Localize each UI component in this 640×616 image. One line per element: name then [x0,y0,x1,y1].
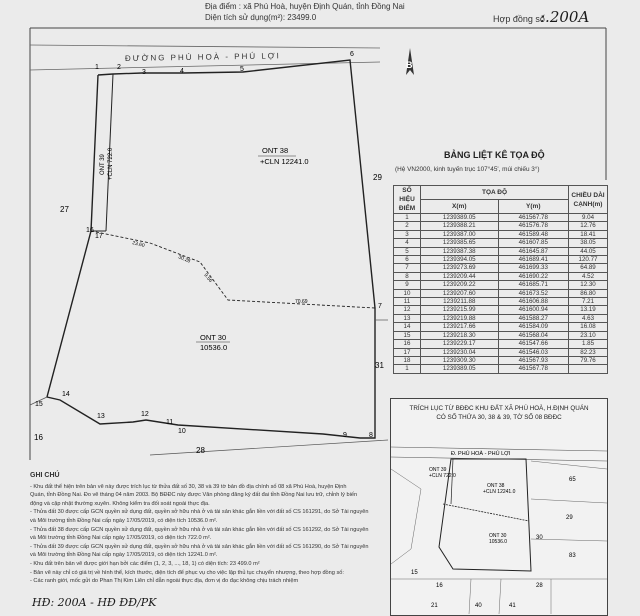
cell-length: 64.89 [569,264,608,272]
note-line: Quán, tỉnh Đồng Nai. Đo vẽ tháng 04 năm 2003. Bộ BĐĐC này được Văn phòng đăng ký đất đai tỉnh Đồng Nai lưu trữ, chỉnh lý biến [30,492,358,499]
cell-x: 1239207.60 [421,289,499,297]
table-row [394,281,608,289]
note-line: - Khu đất thể hiện trên bản vẽ này được trích lục từ thửa đất số 30, 38 và 39 tờ bản đồ địa chính số 08 xã Phú Hoà, huyện Định [30,483,347,490]
point-label: 14 [62,391,70,398]
road-edge-top [30,45,380,48]
area-line: Diện tích sử dụng(m²): 23499.0 [205,13,317,22]
cell-y: 461567.93 [498,356,568,364]
cell-x: 1239209.22 [421,281,499,289]
cell-x: 1239218.30 [421,331,499,339]
cell-x: 1239215.99 [421,306,499,314]
neighbor-line-bottom [150,440,388,455]
cell-length: 9.04 [569,214,608,222]
lot38-area: +CLN 12241.0 [260,157,309,166]
note-line: động và cập nhật thường xuyên. Không kiểm tra đối soát ngoài thực địa. [30,500,210,507]
inset-lot39b: +CLN 722.0 [429,473,456,479]
inset-title-1: TRÍCH LỤC TỪ BĐĐC KHU ĐẤT XÃ PHÚ HOÀ, H.ĐỊNH QUÁN [409,405,589,412]
inset-grid-2 [531,461,607,469]
table-row [394,264,608,272]
neighbor-number: 29 [373,173,382,182]
point-label: 1 [95,64,99,71]
inset-lot39a: ONT 39 [429,467,447,473]
table-row [394,230,608,238]
cell-point: 9 [394,281,421,289]
cell-length: 4.63 [569,314,608,322]
cell-y: 461546.03 [498,348,568,356]
table-row [394,247,608,255]
cell-length: 82.23 [569,348,608,356]
cell-y: 461547.66 [498,340,568,348]
inset-num: 16 [436,583,443,589]
cell-x: 1239394.05 [421,256,499,264]
cell-x: 1239230.04 [421,348,499,356]
table-row [394,289,608,297]
inset-lot30b: 10536.0 [489,539,508,545]
col-length: CHIỀU DÀI CẠNH(m) [569,186,608,214]
inset-num: 28 [536,583,543,589]
cell-point: 1 [394,365,421,373]
table-row [394,356,608,364]
cell-x: 1239389.05 [421,214,499,222]
cell-x: 1239219.88 [421,314,499,322]
inset-num: 41 [509,603,516,609]
handwritten-note: HĐ: 200A - HĐ ĐĐ/PK [32,596,157,609]
neighbor-number: 27 [60,205,69,214]
cell-length: 23.10 [569,331,608,339]
lot39-name: ONT 39 [100,154,106,175]
lot30-area: 10536.0 [200,343,228,352]
inset-grid-1 [391,469,421,564]
lot39-area: +CLN 722.0 [108,147,114,180]
table-row [394,365,608,373]
inset-num: 29 [566,515,573,521]
cell-point: 13 [394,314,421,322]
table-row [394,298,608,306]
point-label: 7 [378,303,382,310]
point-label: 17 [95,233,103,240]
inset-num: 83 [569,553,576,559]
point-label: 6 [350,51,354,58]
point-label: 5 [240,66,244,73]
table-row [394,214,608,222]
inset-lot38a: ONT 38 [487,483,505,489]
location-line: Địa điểm : xã Phú Hoà, huyện Định Quán, tỉnh Đồng Nai [205,2,405,11]
note-line: - Thửa đất 39 được cấp GCN quyền sử dụng đất, quyền sở hữu nhà ở và tài sản khác gắn liền với đất số CS 161290, do Sở Tài nguyên [30,543,369,550]
cell-length: 16.08 [569,323,608,331]
point-label: 16 [86,227,94,234]
note-line: và Môi trường tỉnh Đồng Nai cấp ngày 17/05/2019, có diện tích 10536.0 m². [30,517,218,524]
cell-length: 18.41 [569,230,608,238]
table-title: BẢNG LIỆT KÊ TỌA ĐỘ [444,150,545,160]
cell-length: 13.19 [569,306,608,314]
cell-x: 1239388.21 [421,222,499,230]
cell-x: 1239385.65 [421,239,499,247]
note-line: - Các ranh giới, mốc gửi do Phan Thị Kim Liên chỉ dẫn ngoài thực địa, đơn vị đo đạc không chịu trách nhiệm [30,578,299,585]
inset-num: 65 [569,477,576,483]
neighbor-number: 16 [34,433,43,442]
inset-num: 30 [536,535,543,541]
inset-lot38b: +CLN 12241.0 [483,489,516,495]
cell-y: 461567.78 [498,365,568,373]
cell-y: 461690.22 [498,272,568,280]
cell-point: 8 [394,272,421,280]
cell-x: 1239211.88 [421,298,499,306]
contract-label: Hợp đồng số [493,14,545,24]
north-label: B [406,60,413,70]
cell-point: 10 [394,289,421,297]
point-label: 12 [141,411,149,418]
point-label: 15 [35,401,43,408]
cell-point: 12 [394,306,421,314]
cell-point: 18 [394,356,421,364]
note-line: - Thửa đất 30 được cấp GCN quyền sử dụng đất, quyền sở hữu nhà ở và tài sản khác gắn liền với đất số CS 161291, do Sở Tài nguyên [30,509,369,516]
cell-y: 461607.85 [498,239,568,247]
cell-y: 461685.71 [498,281,568,289]
table-row [394,256,608,264]
cell-length: 12.76 [569,222,608,230]
cell-y: 461689.41 [498,256,568,264]
cell-point: 1 [394,214,421,222]
notes-section [30,472,385,586]
inset-num: 21 [431,603,438,609]
cell-length: 7.21 [569,298,608,306]
inset-road-label: Đ. PHÚ HOÀ - PHÚ LỢI [451,451,511,457]
cell-x: 1239209.44 [421,272,499,280]
inset-grid-7 [499,579,501,614]
cell-point: 3 [394,230,421,238]
col-y: Y(m) [498,200,568,214]
parcel-boundary [47,60,375,438]
cell-x: 1239217.66 [421,323,499,331]
cell-point: 14 [394,323,421,331]
inset-num: 15 [411,570,418,576]
cell-point: 2 [394,222,421,230]
cell-length: 44.05 [569,247,608,255]
cell-length: 1.85 [569,340,608,348]
lot30-name: ONT 30 [200,333,227,342]
notes-title: GHI CHÚ [30,472,60,479]
point-label: 2 [117,64,121,71]
cell-y: 461584.09 [498,323,568,331]
cell-point: 11 [394,298,421,306]
table-row [394,239,608,247]
cell-y: 461606.88 [498,298,568,306]
table-row [394,272,608,280]
note-line: và Môi trường tỉnh Đồng Nai cấp ngày 17/05/2019, có diện tích 722.0 m². [30,535,212,542]
inset-grid-3 [531,499,607,503]
table-row [394,331,608,339]
table-row [394,340,608,348]
cell-length: 4.52 [569,272,608,280]
table-row [394,348,608,356]
neighbor-number: 28 [196,446,205,455]
cell-x: 1239387.38 [421,247,499,255]
note-line: và Môi trường tỉnh Đồng Nai cấp ngày 17/05/2019, có diện tích 12241.0 m². [30,552,218,559]
cell-point: 16 [394,340,421,348]
cell-point: 4 [394,239,421,247]
coordinate-table [393,185,608,374]
dimension-label: 30.28 [177,254,192,265]
cell-y: 461576.78 [498,222,568,230]
col-point: SỐ HIỆU ĐIỂM [394,186,421,214]
road-label: ĐƯỜNG PHÚ HOÀ - PHÚ LỢI [124,51,281,63]
cell-length: 86.80 [569,289,608,297]
cell-x: 1239273.69 [421,264,499,272]
point-label: 13 [97,413,105,420]
neighbor-number: 31 [375,361,384,370]
cell-x: 1239387.00 [421,230,499,238]
cell-point: 17 [394,348,421,356]
cell-y: 461588.27 [498,314,568,322]
table-row [394,306,608,314]
cell-length: 12.30 [569,281,608,289]
cell-x: 1239309.30 [421,356,499,364]
note-line: - Bản vẽ này chỉ có giá trị về hình thể, kích thước, diện tích để phục vụ cho việc lập thủ tục chuyển nhượng, theo hợp đồng số: [30,569,344,576]
contract-number: :.200A [540,8,590,26]
inset-lot39-line [451,459,453,504]
dimension-label: 23.60 [131,240,146,249]
note-line: - Thửa đất 38 được cấp GCN quyền sử dụng đất, quyền sở hữu nhà ở và tài sản khác gắn liền với đất số CS 161292, do Sở Tài nguyên [30,526,369,533]
dimension-label: 70.69 [295,299,308,305]
point-label: 11 [166,419,174,426]
cell-y: 461589.48 [498,230,568,238]
table-row [394,323,608,331]
dimension-label: 9.56 [202,272,214,284]
cell-length: 120.77 [569,256,608,264]
inset-divider [443,504,529,521]
inset-panel [390,398,608,616]
col-coord: TỌA ĐỘ [421,186,569,200]
col-x: X(m) [421,200,499,214]
point-label: 3 [142,69,146,76]
table-row [394,222,608,230]
inset-num: 40 [475,603,482,609]
inset-title-2: CÓ SỐ THỬA 30, 38 & 39, TỜ SỐ 08 BĐĐC [436,414,562,421]
inset-lot30a: ONT 30 [489,533,507,539]
table-subtitle: (Hệ VN2000, kinh tuyến trục 107°45', múi chiếu 3°) [395,166,540,173]
lot38-name: ONT 38 [262,146,289,155]
cell-point: 6 [394,256,421,264]
cell-point: 7 [394,264,421,272]
cell-length [569,365,608,373]
cell-y: 461645.87 [498,247,568,255]
inset-map [391,429,607,614]
cell-y: 461568.04 [498,331,568,339]
cell-y: 461699.33 [498,264,568,272]
cell-length: 79.76 [569,356,608,364]
note-line: - Khu đất trên bản vẽ được giới hạn bởi các điểm (1, 2, 3, ..., 18, 1) có diện tích: 23 499.0 m² [30,560,260,567]
point-label: 10 [178,428,186,435]
cell-x: 1239389.05 [421,365,499,373]
point-label: 9 [343,432,347,439]
inset-grid-6 [469,579,471,614]
cell-y: 461673.52 [498,289,568,297]
cell-x: 1239229.17 [421,340,499,348]
cell-point: 5 [394,247,421,255]
cell-point: 15 [394,331,421,339]
cell-y: 461600.94 [498,306,568,314]
point-label: 8 [369,432,373,439]
point-label: 4 [180,68,184,75]
cell-y: 461567.78 [498,214,568,222]
table-row [394,314,608,322]
cell-length: 38.05 [569,239,608,247]
